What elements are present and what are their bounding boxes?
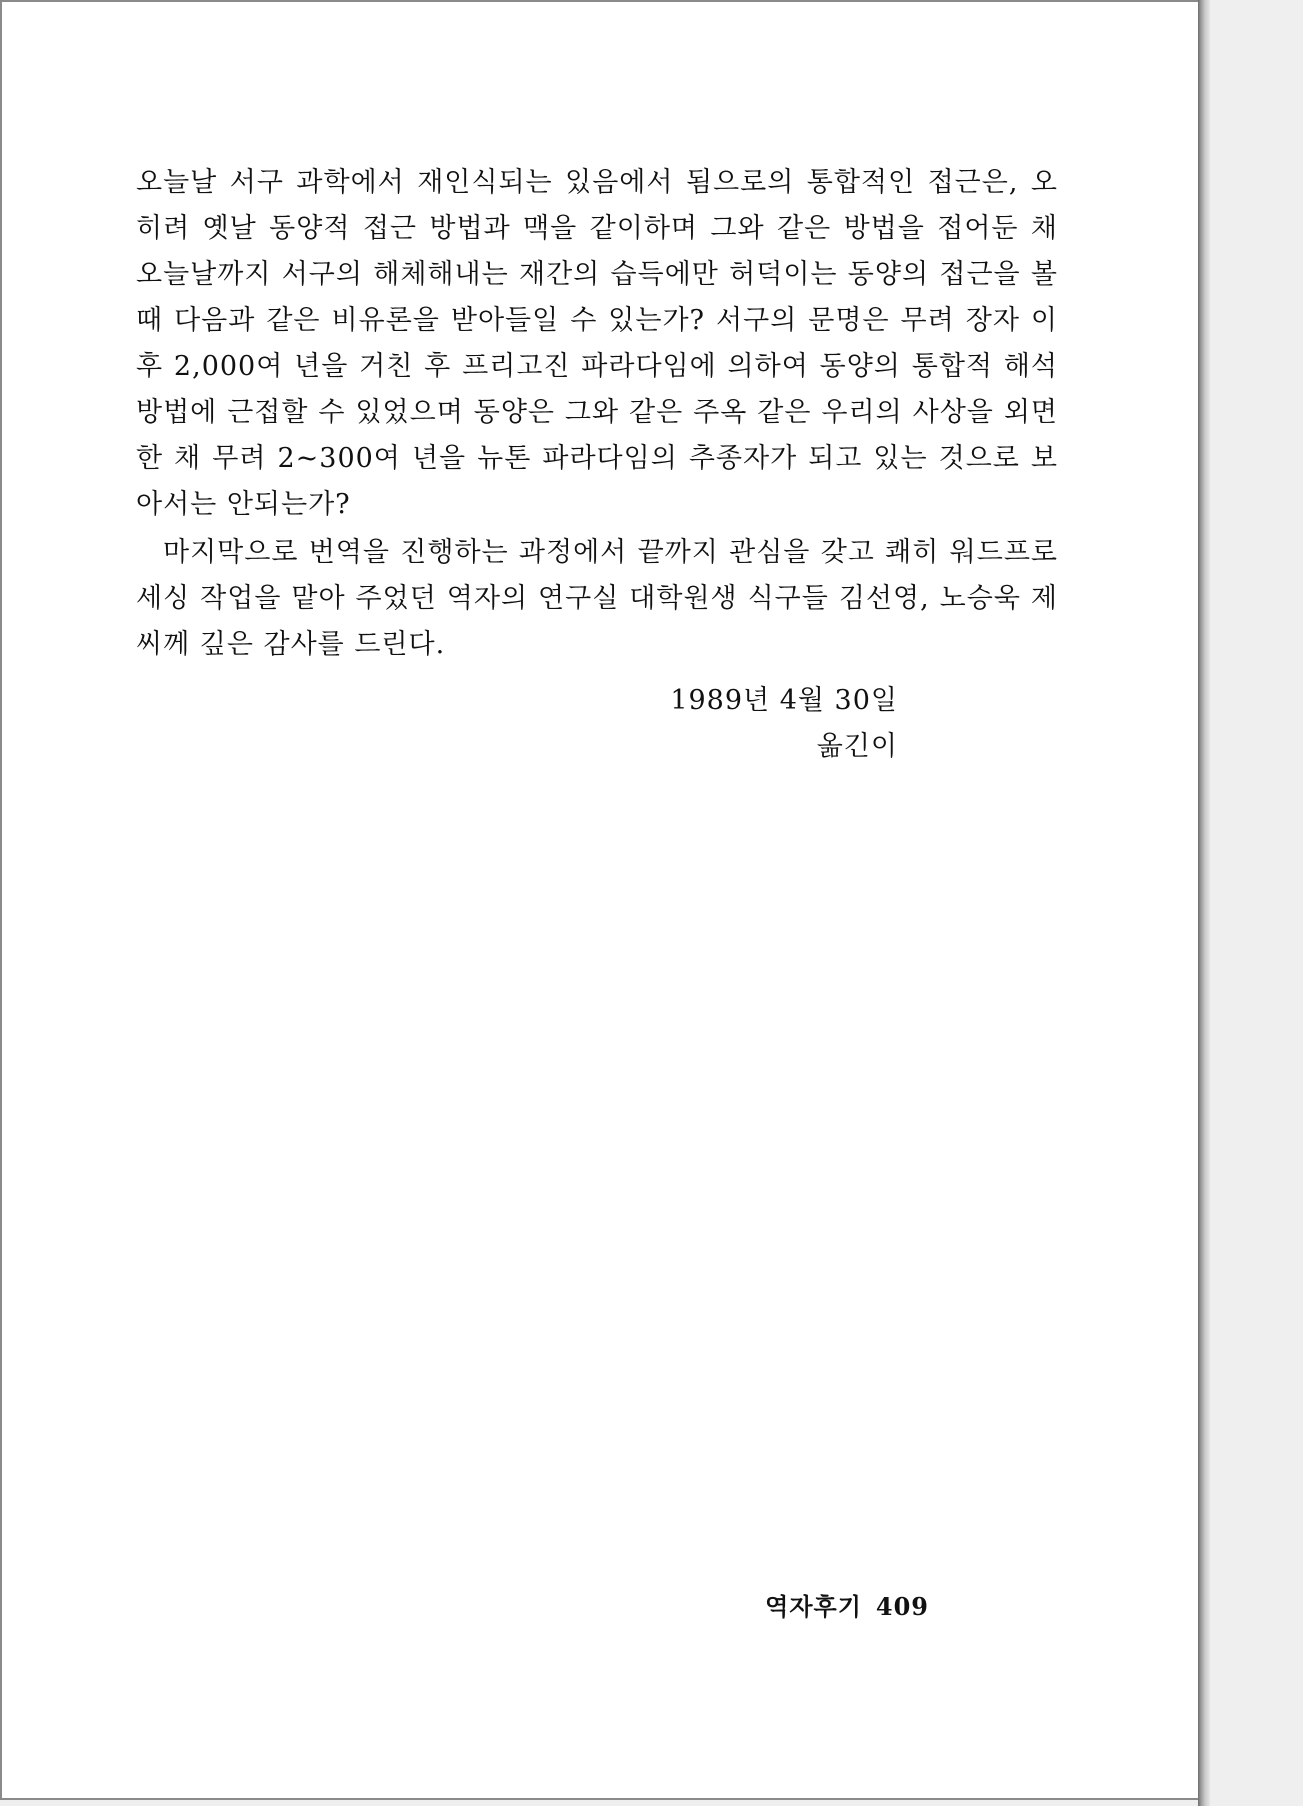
paragraph-2: 마지막으로 번역을 진행하는 과정에서 끝까지 관심을 갖고 쾌히 워드프로세싱 작업을 맡아 주었던 역자의 연구실 대학원생 식구들 김선영, 노승욱 제씨께 깊은 감사를 드린다. — [136, 537, 1058, 660]
running-footer — [765, 1587, 929, 1622]
paragraph-1: 오늘날 서구 과학에서 재인식되는 있음에서 됨으로의 통합적인 접근은, 오히려 옛날 동양적 접근 방법과 맥을 같이하며 그와 같은 방법을 접어둔 채 오늘날까지 서구의 해체해내는 재간의 습득에만 허덕이는 동양의 접근을 볼 때 다음과 같은 비유론을 받아들일 수 있는가? 서구의 문명은 무려 장자 이후 2,000여 년을 거친 후 프리고진 파라다임에 의하여 동양의 통합적 해석 방법에 근접할 수 있었으며 동양은 그와 같은 주옥 같은 우리의 사상을 외면한 채 무려 2~300여 년을 뉴톤 파라다임의 추종자가 되고 있는 것으로 보아서는 안되는가? — [136, 167, 1058, 520]
page-edge-shadow — [1198, 0, 1210, 1806]
page-number: 409 — [875, 1592, 929, 1621]
signature-block — [670, 678, 898, 770]
signature-author: 옮긴이 — [816, 731, 898, 762]
body-text — [136, 160, 1058, 668]
footer-section-title: 역자후기 — [765, 1592, 862, 1621]
signature-date: 1989년 4월 30일 — [670, 685, 898, 716]
